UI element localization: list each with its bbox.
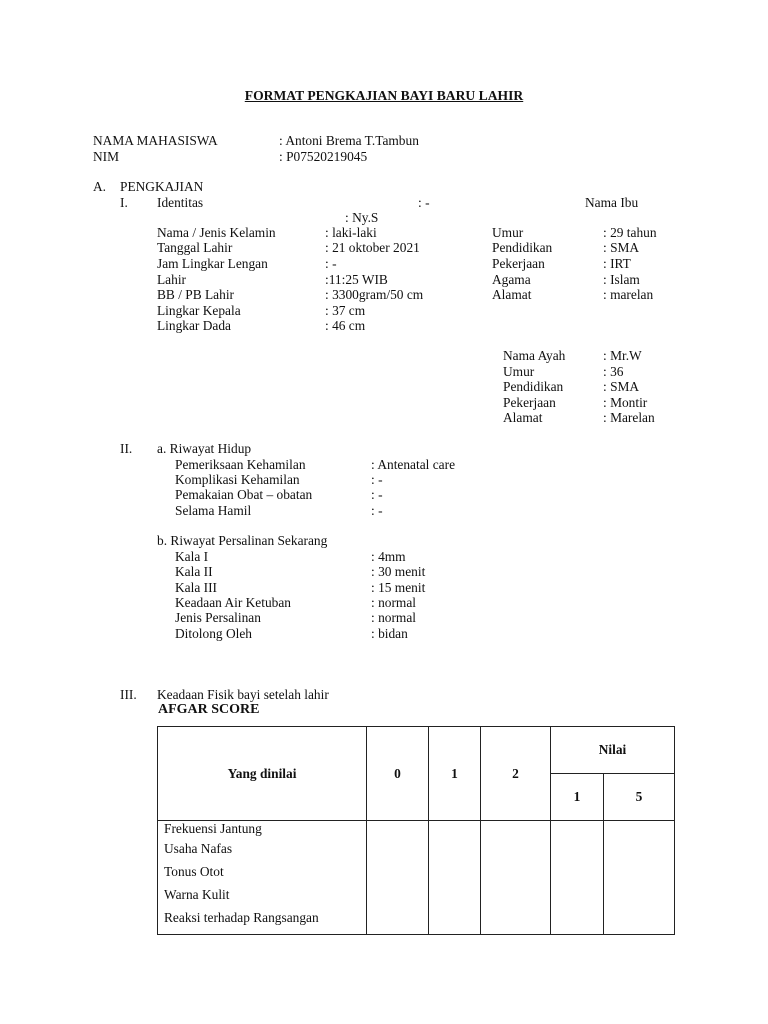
baby-label: Lingkar Kepala bbox=[157, 303, 241, 318]
baby-label: Tanggal Lahir bbox=[157, 240, 233, 255]
section-a-marker: A. bbox=[93, 179, 107, 194]
persalinan-label: Keadaan Air Ketuban bbox=[175, 595, 292, 610]
persalinan-value: : 15 menit bbox=[371, 580, 426, 595]
score-2-cell[interactable] bbox=[481, 821, 551, 935]
mother-value: : SMA bbox=[603, 240, 640, 255]
header-score-1: 1 bbox=[429, 727, 481, 821]
mother-value: : IRT bbox=[603, 256, 631, 271]
section-1-marker: I. bbox=[120, 195, 128, 210]
riwayat-persalinan-heading: b. Riwayat Persalinan Sekarang bbox=[157, 533, 328, 548]
father-value: : SMA bbox=[603, 379, 640, 394]
father-label: Pekerjaan bbox=[503, 395, 556, 410]
apgar-parameter: Usaha Nafas bbox=[164, 841, 233, 856]
father-value: : Marelan bbox=[603, 410, 655, 425]
mother-heading: Nama Ibu bbox=[585, 195, 639, 210]
baby-value: : 46 cm bbox=[325, 318, 366, 333]
persalinan-label: Ditolong Oleh bbox=[175, 626, 252, 641]
nilai-1-minute-cell[interactable] bbox=[551, 821, 604, 935]
riwayat-hidup-value: : - bbox=[371, 487, 383, 502]
father-label: Umur bbox=[503, 364, 535, 379]
persalinan-value: : normal bbox=[371, 595, 416, 610]
section-1-heading: Identitas bbox=[157, 195, 204, 210]
persalinan-value: : normal bbox=[371, 610, 416, 625]
header-score-0: 0 bbox=[367, 727, 429, 821]
riwayat-hidup-label: Selama Hamil bbox=[175, 503, 252, 518]
riwayat-hidup-label: Komplikasi Kehamilan bbox=[175, 472, 300, 487]
baby-value: :11:25 WIB bbox=[325, 272, 388, 287]
baby-value: : 21 oktober 2021 bbox=[325, 240, 420, 255]
riwayat-hidup-value: : Antenatal care bbox=[371, 457, 456, 472]
nim-value: : P07520219045 bbox=[279, 149, 368, 164]
baby-value: : 3300gram/50 cm bbox=[325, 287, 424, 302]
header-score-2: 2 bbox=[481, 727, 551, 821]
persalinan-value: : 4mm bbox=[371, 549, 406, 564]
baby-value: : 37 cm bbox=[325, 303, 366, 318]
apgar-parameters-cell bbox=[158, 821, 367, 935]
section-a-heading: PENGKAJIAN bbox=[120, 179, 204, 194]
mother-label: Umur bbox=[492, 225, 524, 240]
mother-label: Pendidikan bbox=[492, 240, 553, 255]
persalinan-label: Kala III bbox=[175, 580, 218, 595]
mother-label: Agama bbox=[492, 272, 531, 287]
apgar-table-title: AFGAR SCORE bbox=[158, 702, 260, 717]
baby-label: Jam Lingkar Lengan bbox=[157, 256, 268, 271]
section-2-marker: II. bbox=[120, 441, 133, 456]
mother-name: : Ny.S bbox=[345, 210, 379, 225]
apgar-score-table bbox=[157, 726, 675, 935]
father-value: : Montir bbox=[603, 395, 648, 410]
apgar-parameter: Reaksi terhadap Rangsangan bbox=[164, 910, 319, 925]
student-name-value: : Antoni Brema T.Tambun bbox=[279, 133, 419, 148]
baby-label: Nama / Jenis Kelamin bbox=[157, 225, 276, 240]
nilai-5-minute-cell[interactable] bbox=[604, 821, 675, 935]
persalinan-label: Kala II bbox=[175, 564, 213, 579]
riwayat-hidup-heading: a. Riwayat Hidup bbox=[157, 441, 252, 456]
baby-label: BB / PB Lahir bbox=[157, 287, 235, 302]
score-1-cell[interactable] bbox=[429, 821, 481, 935]
baby-value: : - bbox=[325, 256, 337, 271]
header-nilai: Nilai bbox=[551, 727, 675, 774]
persalinan-label: Kala I bbox=[175, 549, 209, 564]
section-3-marker: III. bbox=[120, 687, 137, 702]
father-label: Pendidikan bbox=[503, 379, 564, 394]
score-0-cell[interactable] bbox=[367, 821, 429, 935]
riwayat-hidup-value: : - bbox=[371, 503, 383, 518]
student-name-label: NAMA MAHASISWA bbox=[93, 133, 218, 148]
apgar-parameter: Frekuensi Jantung bbox=[164, 821, 262, 836]
mother-value: : marelan bbox=[603, 287, 654, 302]
father-label: Alamat bbox=[503, 410, 543, 425]
mother-value: : Islam bbox=[603, 272, 640, 287]
apgar-parameter: Tonus Otot bbox=[164, 864, 224, 879]
baby-label: Lahir bbox=[157, 272, 186, 287]
apgar-parameter: Warna Kulit bbox=[164, 887, 230, 902]
header-nilai-5-minute: 5 bbox=[604, 774, 675, 821]
header-yang-dinilai: Yang dinilai bbox=[158, 727, 367, 821]
persalinan-label: Jenis Persalinan bbox=[175, 610, 261, 625]
header-nilai-1-minute: 1 bbox=[551, 774, 604, 821]
baby-label: Lingkar Dada bbox=[157, 318, 231, 333]
identitas-colon: : - bbox=[418, 195, 430, 210]
section-3-heading: Keadaan Fisik bayi setelah lahir bbox=[157, 687, 329, 702]
mother-label: Alamat bbox=[492, 287, 532, 302]
page-title: FORMAT PENGKAJIAN BAYI BARU LAHIR bbox=[244, 88, 524, 103]
father-value: : 36 bbox=[603, 364, 624, 379]
father-label: Nama Ayah bbox=[503, 348, 566, 363]
persalinan-value: : bidan bbox=[371, 626, 408, 641]
father-value: : Mr.W bbox=[603, 348, 642, 363]
riwayat-hidup-label: Pemeriksaan Kehamilan bbox=[175, 457, 306, 472]
persalinan-value: : 30 menit bbox=[371, 564, 426, 579]
riwayat-hidup-value: : - bbox=[371, 472, 383, 487]
baby-value: : laki-laki bbox=[325, 225, 377, 240]
riwayat-hidup-label: Pemakaian Obat – obatan bbox=[175, 487, 313, 502]
mother-label: Pekerjaan bbox=[492, 256, 545, 271]
mother-value: : 29 tahun bbox=[603, 225, 657, 240]
nim-label: NIM bbox=[93, 149, 120, 164]
